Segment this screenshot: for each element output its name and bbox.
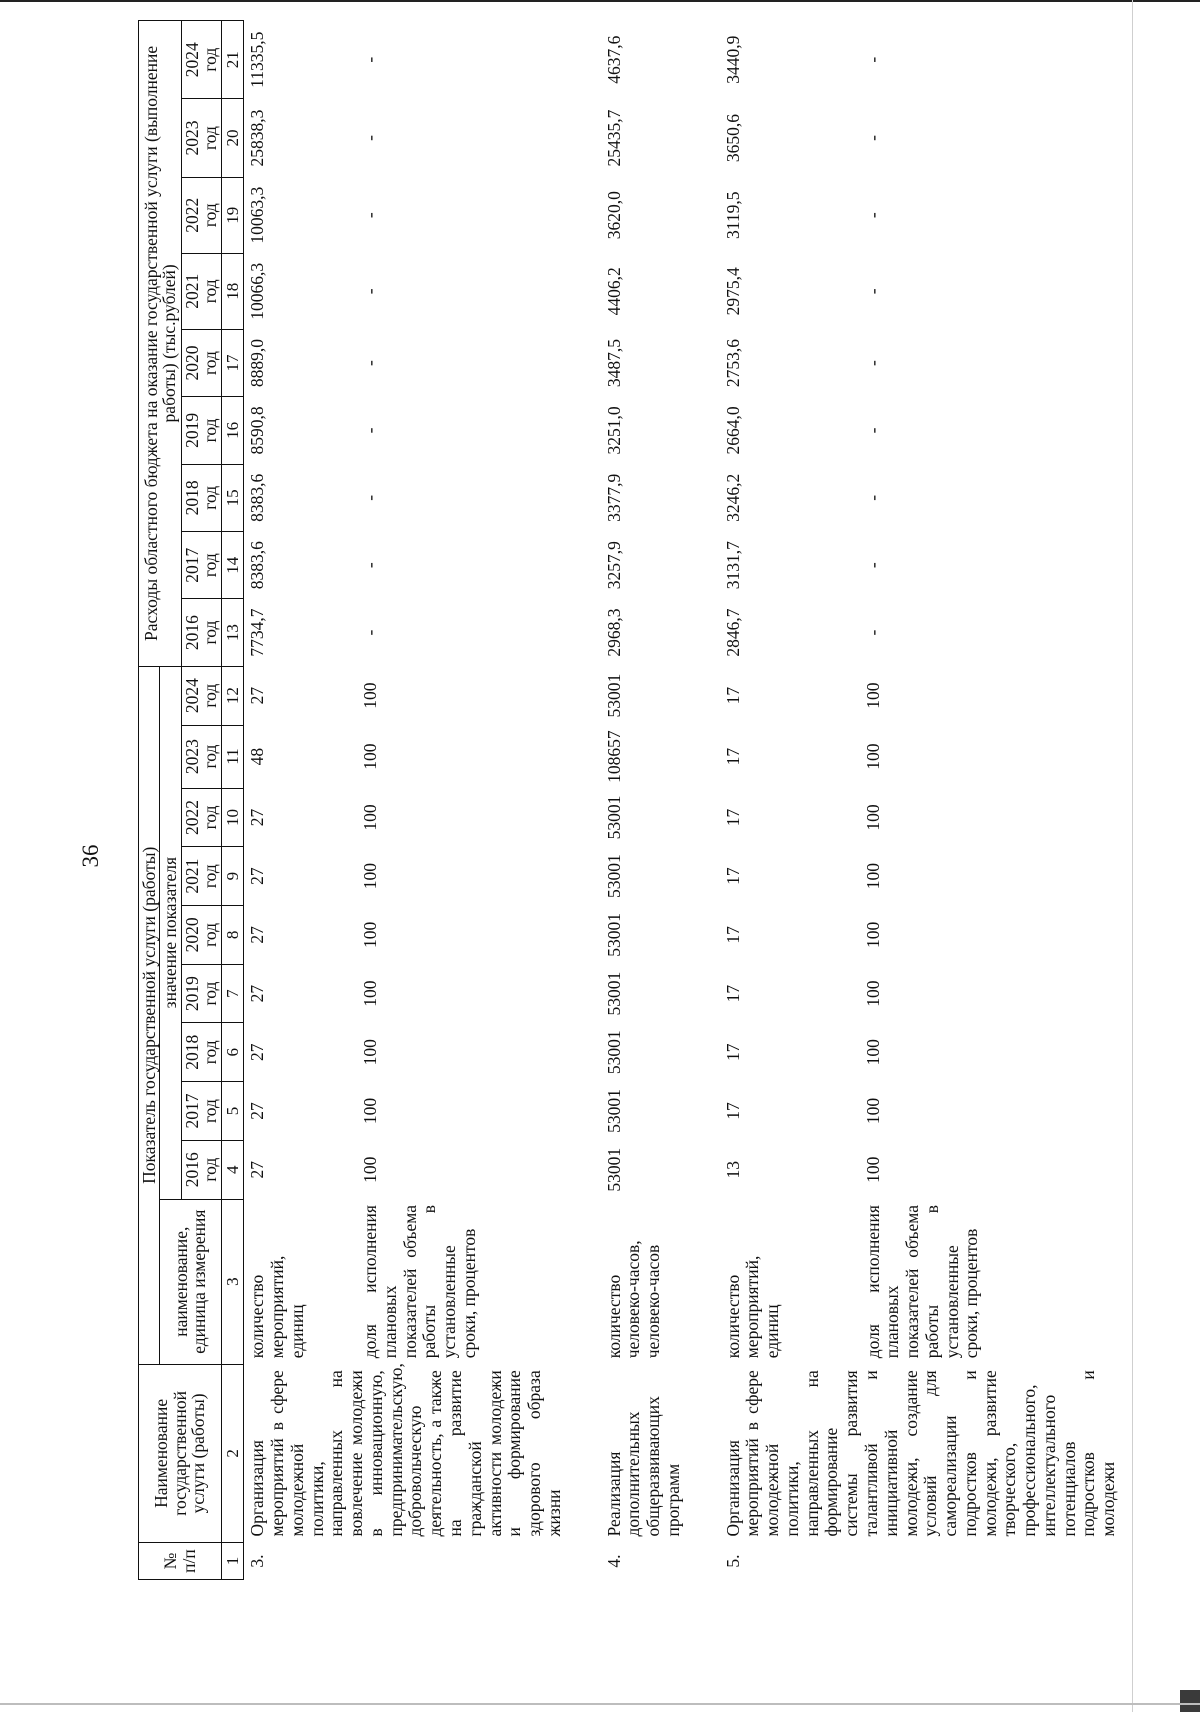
expense-value: 3377,9 [603, 473, 624, 522]
year-word: год [200, 203, 221, 228]
year-label: 2017 [181, 1093, 202, 1129]
services-table [138, 20, 1123, 1580]
indicator-name: количество мероприятий, единиц [722, 1255, 783, 1359]
expense-value: 3440,9 [722, 35, 743, 84]
indicator-value: 100 [862, 921, 883, 948]
expense-year-header [181, 599, 221, 666]
indicator-name: количество человеко-часов, человеко-часов [603, 1240, 664, 1359]
indicator-value: 100 [360, 863, 381, 890]
indicator-year-header [181, 1023, 221, 1082]
column-number: 17 [221, 329, 244, 396]
expense-value: - [360, 212, 381, 219]
table-row [720, 21, 860, 1580]
indicator-value: 17 [722, 867, 743, 885]
year-word: год [200, 864, 221, 889]
indicator-value: 48 [247, 747, 268, 766]
table-row [244, 21, 357, 1580]
year-label: 2024 [181, 42, 202, 78]
table-row [860, 21, 1123, 1580]
expense-value: 10066,3 [247, 262, 268, 320]
column-number: 12 [221, 666, 244, 725]
column-number: 11 [221, 725, 244, 788]
expense-value: 2975,4 [722, 267, 743, 316]
year-label: 2024 [181, 678, 202, 714]
year-label: 2019 [181, 412, 202, 448]
year-word: год [200, 805, 221, 830]
indicator-value: 27 [247, 867, 268, 885]
row-number: 4. [603, 1554, 624, 1568]
expense-year-header [181, 532, 221, 599]
expense-value: 10063,3 [247, 186, 268, 244]
indicator-value: 100 [360, 1039, 381, 1066]
column-number-row [221, 21, 244, 1580]
row-number: 3. [247, 1554, 268, 1568]
indicator-value: 100 [360, 743, 381, 770]
expense-value: - [360, 562, 381, 569]
header-indicator-group: Показатель государственной услуги (работы) [139, 666, 160, 1364]
year-word: год [200, 553, 221, 578]
indicator-name: доля исполнения плановых показателей объема работы в установленные сроки, процентов [862, 1205, 982, 1359]
column-number: 3 [221, 1199, 244, 1364]
indicator-value: 53001 [603, 854, 624, 899]
table-header [139, 21, 244, 1580]
expense-value: 2664,0 [722, 406, 743, 455]
indicator-value: 27 [247, 686, 268, 705]
indicator-value: 108657 [603, 730, 624, 783]
year-word: год [200, 744, 221, 769]
expense-value: - [360, 135, 381, 141]
column-number: 20 [221, 99, 244, 177]
column-number: 8 [221, 906, 244, 965]
service-name: Организация мероприятий в сфере молодежной политики, направленных на формирование системы развития талантливой и инициативной молодежи, создание условий для самореализации подростков и молодежи, развитие творческого, профессионального, интеллектуального потенциалов подростков и молодежи [722, 1370, 1119, 1537]
expense-year-header [181, 21, 221, 99]
indicator-name: количество мероприятий, единиц [247, 1255, 307, 1359]
expense-year-header [181, 99, 221, 177]
indicator-value: 27 [247, 984, 268, 1003]
expense-value: 8889,0 [247, 338, 268, 388]
indicator-value: 100 [862, 980, 883, 1007]
expense-value: 3251,0 [603, 406, 624, 455]
expense-value: - [360, 56, 381, 63]
indicator-value: 13 [722, 1160, 743, 1179]
indicator-value: 100 [862, 863, 883, 890]
header-expenses: Расходы областного бюджета на оказание государственной услуги (выполнение работы) (тыс.рублей) [139, 21, 182, 667]
year-word: год [200, 620, 221, 645]
indicator-year-header [181, 788, 221, 847]
column-number: 16 [221, 397, 244, 464]
indicator-value: 100 [862, 804, 883, 831]
indicator-value: 53001 [603, 673, 624, 718]
column-number: 1 [221, 1543, 244, 1580]
spacer-cell [569, 21, 601, 1580]
expense-value: - [360, 288, 381, 295]
indicator-value: 100 [862, 1039, 883, 1066]
row-number: 5. [722, 1554, 743, 1568]
indicator-value: 100 [360, 980, 381, 1007]
year-word: год [200, 1040, 221, 1065]
expense-value: 3650,6 [722, 113, 743, 163]
expense-value: - [360, 427, 381, 434]
expense-value: 2753,6 [722, 338, 743, 388]
column-number: 10 [221, 788, 244, 847]
column-number: 21 [221, 21, 244, 99]
expense-year-header [181, 329, 221, 396]
expense-year-header [181, 253, 221, 329]
year-word: год [200, 1157, 221, 1182]
year-word: год [200, 981, 221, 1006]
indicator-value: 53001 [603, 1030, 624, 1075]
expense-value: 3119,5 [722, 191, 743, 239]
indicator-value: 27 [247, 1102, 268, 1120]
indicator-value: 53001 [603, 795, 624, 840]
expense-value: - [862, 427, 883, 434]
header-service-name: Наименование государственной услуги (работы) [139, 1364, 222, 1542]
expense-value: 11335,5 [247, 31, 268, 88]
service-name: Организация мероприятий в сфере молодежной политики, направленных на вовлечение молодежи в инновационную, предпринимательскую, добровольческую деятельность, а также на развитие гражданской активности молодежи и формирование здорового образа жизни [247, 1363, 564, 1537]
indicator-value: 17 [722, 686, 743, 705]
expense-value: 7734,7 [247, 608, 268, 657]
year-label: 2019 [181, 976, 202, 1012]
indicator-value: 53001 [603, 1147, 624, 1192]
indicator-year-header [181, 1082, 221, 1141]
expense-value: 2968,3 [603, 608, 624, 657]
column-number: 15 [221, 464, 244, 531]
expense-value: - [862, 629, 883, 636]
column-number: 6 [221, 1023, 244, 1082]
indicator-value: 53001 [603, 1089, 624, 1133]
expense-value: 3246,2 [722, 473, 743, 522]
expense-value: - [360, 629, 381, 636]
expense-value: 3620,0 [603, 191, 624, 240]
indicator-value: 100 [862, 682, 883, 709]
year-word: год [200, 126, 221, 150]
year-word: год [200, 279, 221, 304]
expense-value: - [862, 494, 883, 501]
spacer-cell [688, 21, 720, 1580]
expense-value: - [360, 494, 381, 501]
indicator-value: 100 [360, 682, 381, 709]
indicator-value: 27 [247, 926, 268, 944]
expense-value: - [862, 212, 883, 219]
indicator-year-header [181, 725, 221, 788]
column-number: 5 [221, 1082, 244, 1141]
column-number: 4 [221, 1140, 244, 1199]
column-number: 19 [221, 177, 244, 253]
year-label: 2018 [181, 480, 202, 516]
year-label: 2020 [181, 345, 202, 381]
year-label: 2020 [181, 917, 202, 953]
indicator-year-header [181, 1140, 221, 1199]
expense-value: 3257,9 [603, 541, 624, 590]
expense-value: 8383,6 [247, 473, 268, 522]
year-label: 2016 [181, 615, 202, 651]
row-spacer [688, 21, 720, 1580]
year-label: 2023 [181, 120, 202, 156]
expense-value: 4406,2 [603, 267, 624, 316]
year-label: 2016 [181, 1152, 202, 1188]
expense-value: - [862, 360, 883, 366]
indicator-year-header [181, 847, 221, 906]
year-label: 2022 [181, 799, 202, 835]
column-number: 18 [221, 253, 244, 329]
table-row [357, 21, 569, 1580]
indicator-value: 100 [862, 1156, 883, 1183]
expense-value: 8383,6 [247, 541, 268, 590]
table-row [601, 21, 688, 1580]
indicator-name: доля исполнения плановых показателей объема работы в установленные сроки, процентов [360, 1205, 479, 1359]
year-label: 2021 [181, 858, 202, 894]
column-number: 14 [221, 532, 244, 599]
expense-value: 3487,5 [603, 338, 624, 388]
page-number: 36 [78, 844, 103, 868]
year-label: 2023 [181, 739, 202, 775]
indicator-value: 53001 [603, 971, 624, 1016]
year-label: 2021 [181, 273, 202, 309]
year-word: год [200, 351, 221, 375]
indicator-value: 27 [247, 808, 268, 827]
indicator-value: 100 [360, 1156, 381, 1183]
column-number: 2 [221, 1364, 244, 1542]
expense-year-header [181, 177, 221, 253]
year-word: год [200, 683, 221, 708]
expense-value: 25435,7 [603, 109, 624, 167]
expense-value: - [862, 562, 883, 569]
year-word: год [200, 922, 221, 947]
expense-value: - [360, 360, 381, 366]
column-number: 13 [221, 599, 244, 666]
indicator-year-header [181, 906, 221, 965]
year-word: год [200, 485, 221, 510]
expense-year-header [181, 464, 221, 531]
header-indicator-values: значение показателя [160, 666, 181, 1199]
indicator-year-header [181, 964, 221, 1023]
indicator-value: 17 [722, 984, 743, 1003]
row-spacer [569, 21, 601, 1580]
indicator-value: 100 [360, 1097, 381, 1125]
header-number: № п/п [139, 1543, 222, 1580]
expense-value: - [862, 135, 883, 141]
year-word: год [200, 47, 221, 72]
indicator-value: 100 [360, 804, 381, 831]
indicator-value: 100 [360, 921, 381, 948]
column-number: 7 [221, 964, 244, 1023]
expense-year-header [181, 397, 221, 464]
indicator-value: 17 [722, 747, 743, 766]
table-body [244, 21, 1123, 1580]
indicator-value: 27 [247, 1043, 268, 1062]
expense-value: - [862, 288, 883, 295]
expense-value: 8590,8 [247, 406, 268, 455]
indicator-value: 27 [247, 1160, 268, 1179]
expense-value: 25838,3 [247, 109, 268, 167]
expense-value: 2846,7 [722, 608, 743, 657]
expense-value: 4637,6 [603, 35, 624, 84]
year-label: 2017 [181, 547, 202, 583]
indicator-value: 17 [722, 926, 743, 944]
indicator-value: 17 [722, 1102, 743, 1120]
header-indicator-name: наименование, единица измерения [160, 1199, 221, 1364]
column-number: 9 [221, 847, 244, 906]
indicator-value: 100 [862, 1097, 883, 1125]
indicator-value: 53001 [603, 913, 624, 957]
indicator-value: 100 [862, 743, 883, 770]
year-word: год [200, 418, 221, 443]
year-label: 2018 [181, 1034, 202, 1070]
year-label: 2022 [181, 197, 202, 233]
expense-value: - [862, 56, 883, 63]
indicator-value: 17 [722, 808, 743, 827]
year-word: год [200, 1099, 221, 1123]
service-name: Реализация дополнительных общеразвивающих программ [603, 1396, 683, 1537]
expense-value: 3131,7 [722, 541, 743, 590]
indicator-value: 17 [722, 1043, 743, 1062]
indicator-year-header [181, 666, 221, 725]
